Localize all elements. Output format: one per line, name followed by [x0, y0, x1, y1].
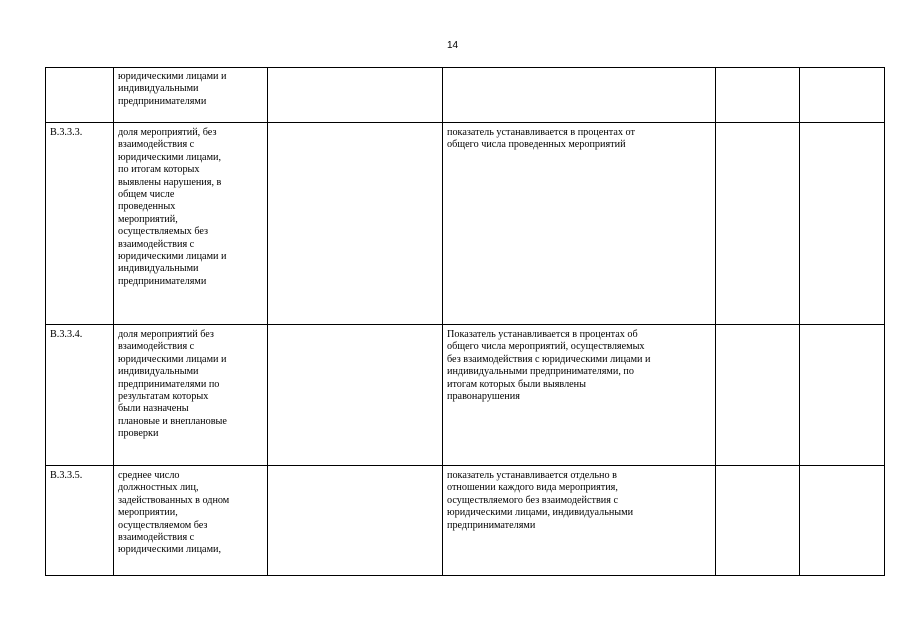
indicator-number-cell: В.3.3.5. — [46, 466, 114, 576]
empty-cell — [800, 123, 885, 325]
text-line: мероприятии, — [118, 507, 178, 519]
text-line: показатель устанавливается в процентах от — [447, 127, 635, 138]
text-line: юридическими лицами и — [118, 71, 227, 82]
text-line: индивидуальными — [118, 263, 199, 275]
page-number: 14 — [446, 40, 459, 51]
empty-cell — [716, 123, 800, 325]
text-line: общем числе — [118, 189, 175, 201]
empty-cell — [716, 466, 800, 576]
indicator-name-cell — [114, 68, 268, 123]
text-line: юридическими лицами, индивидуальными — [447, 507, 634, 519]
text-line: были назначены — [118, 403, 189, 415]
text-line: проведенных — [118, 201, 176, 213]
text-line: взаимодействия с — [118, 532, 195, 544]
empty-cell — [800, 466, 885, 576]
text-line: юридическими лицами, — [118, 544, 222, 556]
text-line: взаимодействия с — [118, 238, 195, 250]
text-line: предпринимателями — [118, 95, 207, 107]
text-line: индивидуальными предпринимателями, по — [447, 366, 634, 378]
text-line: общего числа проведенных мероприятий — [447, 139, 626, 151]
text-line: правонарушения — [447, 391, 520, 403]
text-line: предпринимателями по — [118, 378, 220, 390]
table-row — [46, 68, 885, 123]
text-line: Показатель устанавливается в процентах об — [447, 329, 638, 340]
text-line: по итогам которых — [118, 164, 200, 176]
text-line: индивидуальными — [118, 366, 199, 378]
text-line: предпринимателями — [447, 519, 536, 531]
text-line: взаимодействия с — [118, 139, 195, 151]
text-line: задействованных в одном — [118, 494, 230, 506]
text-line: должностных лиц, — [118, 482, 199, 494]
empty-cell — [716, 325, 800, 466]
indicator-description-cell — [443, 68, 716, 123]
text-line: результатам которых — [118, 391, 209, 403]
text-line: плановые и внеплановые — [118, 415, 227, 427]
indicator-description-cell — [443, 325, 716, 466]
text-line: без взаимодействия с юридическими лицами и — [447, 353, 651, 365]
text-line: предпринимателями — [118, 275, 207, 287]
indicator-description-cell — [443, 123, 716, 325]
text-line: проверки — [118, 428, 159, 440]
text-line: осуществляемого без взаимодействия с — [447, 494, 618, 506]
text-line: отношении каждого вида мероприятия, — [447, 482, 618, 494]
text-line: общего числа мероприятий, осуществляемых — [447, 341, 645, 353]
indicator-number-cell: В.3.3.4. — [46, 325, 114, 466]
text-line: выявлены нарушения, в — [118, 176, 222, 188]
text-line: юридическими лицами и — [118, 353, 227, 365]
table-row — [46, 325, 885, 466]
table-row — [46, 466, 885, 576]
text-line: доля мероприятий, без — [118, 127, 217, 138]
text-line: среднее число — [118, 470, 180, 481]
indicator-number-cell — [46, 68, 114, 123]
text-line: итогам которых были выявлены — [447, 378, 586, 390]
text-line: юридическими лицами, — [118, 151, 222, 163]
text-line: осуществляемом без — [118, 519, 208, 531]
empty-cell — [268, 68, 443, 123]
text-line: доля мероприятий без — [118, 329, 214, 340]
indicators-table — [45, 67, 885, 576]
text-line: индивидуальными — [118, 83, 199, 95]
indicator-description-cell — [443, 466, 716, 576]
empty-cell — [268, 123, 443, 325]
text-line: юридическими лицами и — [118, 251, 227, 263]
empty-cell — [716, 68, 800, 123]
table-row — [46, 123, 885, 325]
empty-cell — [268, 466, 443, 576]
empty-cell — [800, 325, 885, 466]
empty-cell — [800, 68, 885, 123]
text-line: осуществляемых без — [118, 226, 209, 238]
indicator-name-cell — [114, 325, 268, 466]
indicator-name-cell — [114, 123, 268, 325]
text-line: взаимодействия с — [118, 341, 195, 353]
text-line: показатель устанавливается отдельно в — [447, 470, 617, 481]
empty-cell — [268, 325, 443, 466]
text-line: мероприятий, — [118, 213, 178, 225]
indicator-name-cell — [114, 466, 268, 576]
indicator-number-cell: В.3.3.3. — [46, 123, 114, 325]
